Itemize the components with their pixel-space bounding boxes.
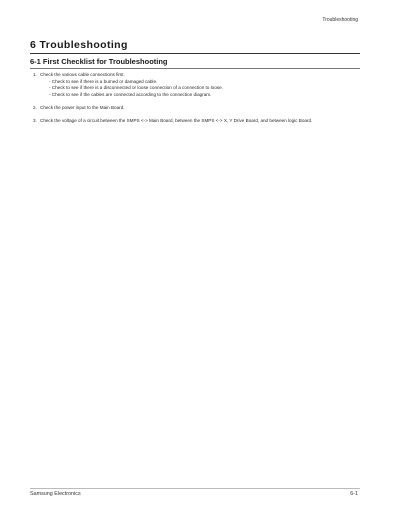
checklist-item-number: 3. <box>33 118 37 124</box>
checklist <box>33 72 363 131</box>
footer-divider <box>30 488 360 489</box>
section-title: 6-1 First Checklist for Troubleshooting <box>30 57 168 66</box>
checklist-item-number: 2. <box>33 105 37 111</box>
running-header: Troubleshooting <box>322 17 358 23</box>
section-divider <box>30 68 360 69</box>
checklist-subitem: - Check to see if there is a disconnected or loose connection of a connection to loose. <box>49 85 223 91</box>
checklist-subitem: - Check to see if there is a burned or damaged cable. <box>49 78 158 84</box>
footer-page-number: 6-1 <box>350 491 358 497</box>
checklist-subitem: - Check to see if the cables are connected according to the connection diagram. <box>49 92 212 98</box>
checklist-item-text: Check the voltage of a circuit between the SMPS <-> Main Board, between the SMPS <-> X, Y Drive Board, and between logic Board. <box>40 118 313 124</box>
checklist-item-text: Check the various cable connections first. <box>40 72 125 77</box>
checklist-item-text: Check the power input to the Main Board. <box>40 105 125 111</box>
checklist-item-number: 1. <box>33 72 37 77</box>
checklist-item-3 <box>33 118 363 125</box>
checklist-item-1 <box>33 72 363 99</box>
chapter-title: 6 Troubleshooting <box>30 39 128 51</box>
checklist-item-2 <box>33 105 363 112</box>
chapter-divider <box>30 53 360 54</box>
footer-company: Samsung Electronics <box>30 491 81 497</box>
